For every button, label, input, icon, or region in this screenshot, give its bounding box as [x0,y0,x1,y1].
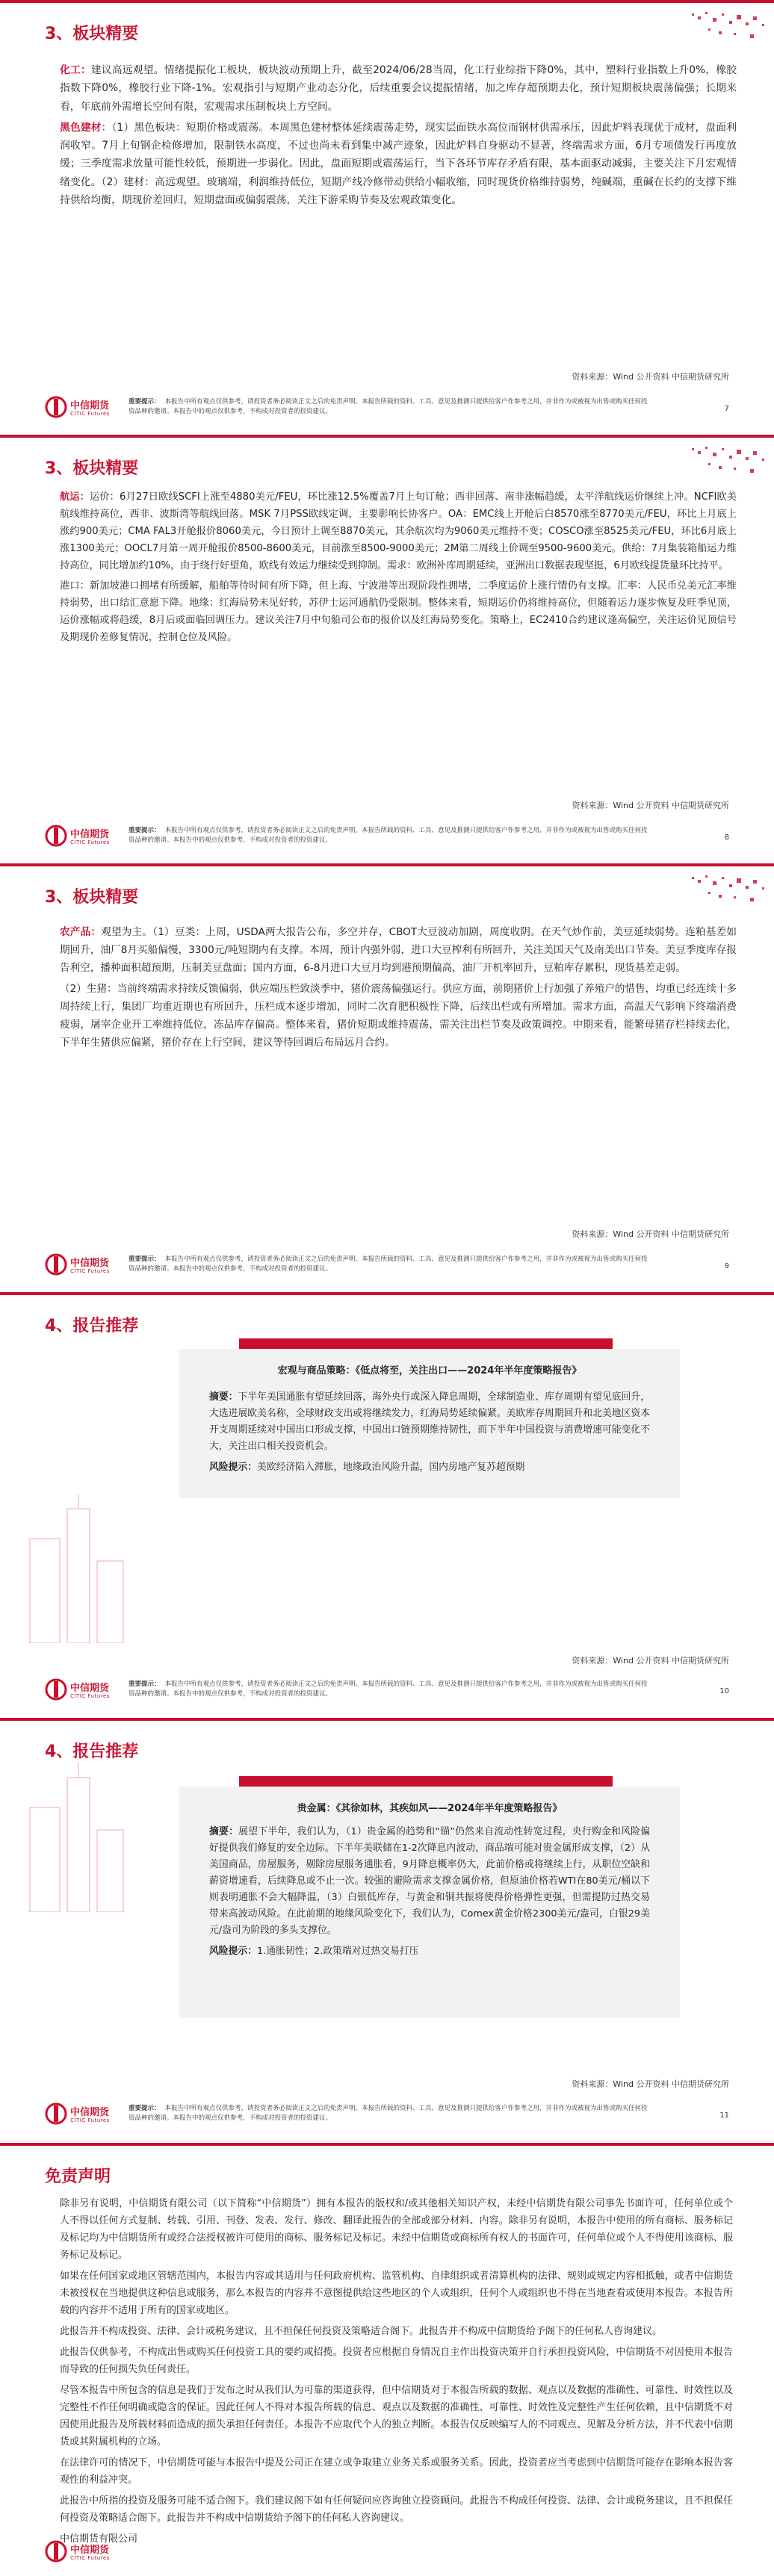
paragraph [209,1824,650,1939]
paragraph [60,577,737,646]
disclaimer-item: 除非另有说明，中信期货有限公司（以下简称“中信期货”）拥有本报告的版权和/或其他相关知识产权，未经中信期货有限公司事先书面许可，任何单位或个人不得以任何方式复制、转载、引用、刊登、发表、发行、修改、翻译此报告的全部或部分材料、内容。除非另有说明，本报告中使用的所有商标、服务标记及标记均为中信期货所有或经合法授权被许可使用的商标、服务标记及标记。未经中信期货或商标所有权人的书面许可，任何单位或个人不得使用该商标、服务标记及标记。 [60,2198,733,2261]
company-name-cn: 中信期货 [70,1683,110,1694]
page-11 [0,1718,774,2143]
disclaimer-text: 本报告中所有观点仅供参考，请投资者务必阅读正文之后的免责声明。本报告所载的资料、工具、意见及推测只提供给客户作参考之用，并非作为或被视为出售或购买任何投资品种的邀请。本报告中的观点仅供参考，不构成对投资者的投资建议。 [129,827,648,844]
paragraph-text: 港口：新加坡港口拥堵有所缓解，船舶等待时间有所下降，但上海、宁波港等出现阶段性拥堵，二季度运价上涨行情仍有支撑。汇率：人民币兑美元汇率维持弱势，出口结汇意愿下降。地缘：红海局势未见好转，苏伊士运河通航仍受限制。整体来看，短期运价仍将维持高位，但随着运力逐步恢复及旺季见顶，运价涨幅或将趋缓，8月后或面临回调压力。建议关注7月中旬船司公布的报价以及红海局势变化。策略上，EC2410合约建议逢高偏空，关注运价见顶信号及期现价差修复情况，控制仓位及风险。 [60,580,737,643]
company-logo [45,2537,127,2570]
footer [0,2094,774,2138]
section-heading: 3、板块精要 [45,888,139,907]
disclaimer-text: 本报告中所有观点仅供参考，请投资者务必阅读正文之后的免责声明。本报告所载的资料、工具、意见及推测只提供给客户作参考之用，并非作为或被视为出售或购买任何投资品种的邀请。本报告中的观点仅供参考，不构成对投资者的投资建议。 [129,1680,648,1698]
top-accent-bar [0,2143,774,2146]
report-recommendation-box [179,1787,680,2018]
disclaimer-item: 此报告中所指的投资及服务可能不适合阁下。我们建议阁下如有任何疑问应咨询独立投资顾问。此报告不构成任何投资、法律、会计或税务建议，且不担保任何投资及策略适合阁下。此报告并不构成中信期货给予阁下的任何私人咨询建议。 [60,2495,733,2524]
section-heading: 免责声明 [45,2167,111,2186]
citic-logo-icon [45,1253,67,1276]
summary-label: 摘要： [209,1391,238,1403]
paragraph [60,488,737,574]
keyword-label: 黑色建材 [60,121,102,134]
keyword-label: 化工： [60,64,91,76]
report-title: 宏观与商品策略：《低点将至，关注出口——2024年半年度策略报告》 [277,1365,582,1377]
disclaimer-item: 尽管本报告中所包含的信息是我们于发布之时从我们认为可靠的渠道获得，但中信期货对于本报告所载的数据、观点以及数据的准确性、可靠性、时效性以及完整性不作任何明确或隐含的保证。因此任何人不得对本报告所载的信息、观点以及数据的准确性、可靠性、时效性及完整性产生任何依赖，且中信期货不对因使用此报告及所载材料而造成的损失承担任何责任。本报告不应取代个人的独立判断。本报告仅反映编写人的不同观点、见解及分析方法，并不代表中信期货或其附属机构的立场。 [60,2385,733,2448]
top-accent-bar [0,0,774,3]
content-body [60,61,737,212]
citic-logo-icon [45,825,67,847]
section-heading: 4、报告推荐 [45,1317,139,1335]
company-name-cn: 中信期货 [70,2107,110,2118]
company-name-en: CITIC Futures [70,2117,110,2123]
summary-text: 下半年美国通胀有望延续回落，海外央行或深入降息周期，全球制造业、库存周期有望见底回升，大选进展欧美名称，全球财政支出或将继续发力，红海局势延续偏紧。美欧库存周期回升和北美地区资本开支周期延续对中国出口形成支撑，中国出口链预期维持韧性，而下半年中国投资与消费增速可能变化不大，关注出口相关投资机会。 [209,1391,651,1452]
page-12-disclaimer [0,2143,774,2572]
citic-logo-icon [45,2540,67,2563]
paragraph-text: 运价：6月27日欧线SCFI上涨至4880美元/FEU，环比涨12.5%覆盖7月上旬订舱；西非回落、南非涨幅趋缓，太平洋航线运价继续上冲。NCFI欧美航线维持高位，西非、波斯湾等航线回落。MSK 7月PSS欧线定调，主要影响长协客户。OA：EMC线上开舱后白8570涨至8770美元/FEU，环比上月底上涨约900美元；CMA FAL3开舱报价8060美元，今日预计上调至8870美元，其余航次均为9060美元维持不变；COSCO涨至8525美元/FEU，环比6月底上涨1300美元；OOCL7月第一周开舱报价8500-8600美元，目前涨至8500-9000美元；2M第二周线上价调至9500-9600美元。供给：7月集装箱船运力维持高位，同比增加约10%，由于绕行好望角，欧线有效运力继续受到抑制。需求：欧洲补库周期延续，亚洲出口数据表现坚挺，6月欧线提货量环比持平。 [60,491,737,571]
risk-text: 1.通胀韧性；2.政策端对过热交易打压 [256,1946,419,1957]
citic-logo-icon [45,396,67,418]
red-banner [239,1338,613,1349]
footer [0,2531,774,2576]
company-name-en: CITIC Futures [70,411,110,417]
corner-decoration-icon [662,441,774,493]
keyword-label: 农产品： [60,926,102,938]
page-7 [0,0,774,435]
company-name-cn: 中信期货 [70,829,110,840]
company-name-en: CITIC Futures [70,1693,110,1699]
report-recommendation-box [179,1349,680,1498]
footer [0,1669,774,1714]
disclaimer-label: 重要提示： [129,2105,161,2112]
page-10 [0,1292,774,1718]
company-name-en: CITIC Futures [70,839,110,845]
report-summary [209,1389,650,1480]
top-accent-bar [0,435,774,438]
page-8 [0,435,774,863]
risk-label: 风险提示： [209,1946,257,1957]
disclaimer-text: 本报告中所有观点仅供参考，请投资者务必阅读正文之后的免责声明。本报告所载的资料、工具、意见及推测只提供给客户作参考之用，并非作为或被视为出售或购买任何投资品种的邀请。本报告中的观点仅供参考，不构成对投资者的投资建议。 [129,1256,648,1273]
page-number: 7 [724,405,729,413]
summary-text: 展望下半年，我们认为，（1）贵金属的趋势和“锚”仍然来自流动性转宽过程，央行购金和风险偏好提供我们修复的安全边际。下半年美联储在1-2次降息内波动，商品端可能对贵金属形成支撑，（2）从美国商品，房屋服务，剔除房屋服务通胀看，9月降息概率仍大，此前价格或将继续上行，从职位空缺和薪资增速看，后续降息或不止一次。较强的避险需求支撑金属价格，但原油价格若WTI在80美元/桶以下则表明通胀不会大幅降温，（3）白银低库存，与黄金和铜共振将使得价格弹性更强，但需提防过热交易带来高波动风险。在此前期的地缘风险变化下，我们认为，Comex黄金价格2300美元/盎司，白银29美元/盎司为阶段的多头支撑位。 [209,1826,650,1936]
section-heading: 3、板块精要 [45,459,139,478]
page-number: 8 [724,834,729,842]
paragraph-text: 观望为主。（1）豆类：上周，USDA两大报告公布，多空并存，CBOT大豆波动加剧，周度收阴。在天气炒作前，美豆延续弱势。连粕基差如期回升，油厂8月买船偏慢，3300元/吨短期内有支撑。本周，预计内强外弱，进口大豆榨利有所回升，关注美国天气及南美出口节奏。美豆季度库存报告利空，播种面积超预期，压制美豆盘面；国内方面，6-8月进口大豆月均到港预期偏高，油厂开机率回升，豆粕库存累积，现货基差走弱。 [60,926,737,974]
footer-disclaimer [129,826,651,845]
citic-logo-icon [45,1678,67,1701]
paragraph-text: 建议高远观望。情绪提振化工板块，板块波动预期上升，截至2024/06/28当周，化工行业综指下降0%，其中，塑料行业指数上升0%，橡胶指数下降0%，橡胶行业下降-1%。宏观指引与短期产业动态分化，后续重要会议提振情绪，加之库存超预期去化，预计短期板块震荡偏强；长期来看，年底前外需增长空间有限，宏观需求压制板块上方空间。 [60,64,737,113]
red-banner [239,1776,613,1787]
page-9 [0,863,774,1292]
disclaimer-label: 重要提示： [129,827,161,834]
footer-disclaimer [129,1680,651,1699]
building-decoration-icon [15,1494,134,1643]
summary-label: 摘要： [209,1826,239,1837]
disclaimer-item: 在法律许可的情况下，中信期货可能与本报告中提及公司正在建立或争取建立业务关系或服务关系。因此，投资者应当考虑到中信期货可能存在影响本报告客观性的利益冲突。 [60,2457,733,2486]
disclaimer-text: 本报告中所有观点仅供参考，请投资者务必阅读正文之后的免责声明。本报告所载的资料、工具、意见及推测只提供给客户作参考之用，并非作为或被视为出售或购买任何投资品种的邀请。本报告中的观点仅供参考，不构成对投资者的投资建议。 [129,398,648,415]
disclaimer-item: 中信期货有限公司 [60,2533,138,2545]
company-name-cn: 中信期货 [70,400,110,412]
disclaimer-item: 如果在任何国家或地区管辖范围内，本报告内容或其适用与任何政府机构、监管机构、自律组织或者清算机构的法律、规则或规定内容相抵触，或者中信期货未被授权在当地提供这种信息或服务，那么本报告的内容并不意图提供给这些地区的个人或组织，任何个人或组织也不得在当地查看或使用本报告。本报告所载的内容并不适用于所有的国家或地区。 [60,2271,733,2316]
company-logo [45,2099,127,2132]
company-name-en: CITIC Futures [70,2555,110,2561]
paragraph [60,61,737,116]
company-name-en: CITIC Futures [70,1268,110,1274]
paragraph-text: ：（1）黑色板块：短期价格或震荡。本周黑色建材整体延续震荡走势，现实层面铁水高位而钢材供需承压，因此炉料表现优于成材，盘面利润收窄。7月上旬钢企检修增加，限制铁水高度，不过也尚未看到集中减产迹象，因此炉料自身驱动不显著，终端需求方面，6月专项债发行再度放缓；三季度需求放量可能性较低，预期进一步弱化。因此，盘面短期或震荡运行，当下各环节库存矛盾有限，基本面驱动减弱，主要关注下月宏观情绪变化。（2）建材：高远观望。玻璃端，利润维持低位，短期产线冷修带动供给小幅收缩，同时现货价格维持弱势，纯碱端，重碱在长约的支撑下维持供给均衡，期现价差回归，短期盘面或偏弱震荡，关注下游采购节奏及宏观政策变化。 [60,121,737,207]
disclaimer-text: 本报告中所有观点仅供参考，请投资者务必阅读正文之后的免责声明。本报告所载的资料、工具、意见及推测只提供给客户作参考之用，并非作为或被视为出售或购买任何投资品种的邀请。本报告中的观点仅供参考，不构成对投资者的投资建议。 [129,2105,648,2122]
disclaimer-label: 重要提示： [129,1256,161,1263]
paragraph [209,1943,650,1960]
top-accent-bar [0,1292,774,1295]
disclaimer-item: 此报告并不构成投资、法律、会计或税务建议，且不担保任何投资及策略适合阁下。此报告并不构成中信期货给予阁下的任何私人咨询建议。 [60,2326,663,2337]
paragraph [60,923,737,977]
footer [0,1244,774,1289]
disclaimer-body [60,2195,733,2551]
company-name-cn: 中信期货 [70,2545,110,2556]
source-note: 资料来源：Wind 公开资料 中信期货研究所 [572,372,729,382]
footer [0,816,774,860]
company-logo [45,393,127,426]
keyword-label: 航运： [60,491,90,503]
report-summary [209,1824,650,1964]
page-number: 10 [719,1687,729,1695]
paragraph [60,119,737,209]
company-logo [45,1250,127,1283]
content-body [60,488,737,649]
paragraph [60,980,737,1052]
footer-disclaimer [129,397,651,417]
footer-disclaimer [129,1255,651,1274]
top-accent-bar [0,863,774,866]
paragraph-text: （2）生猪：当前终端需求持续反馈偏弱，供应端压栏致淡季中，猪价震荡偏强运行。供应方面，前期猪价上行加强了养殖户的惜售，均重已经连续十多周持续上行，集团厂均重近期也有所回升，压栏成本逐步增加，同时二次育肥积极性下降，后续出栏或有所增加。需求方面，高温天气影响下终端消费疲弱，屠宰企业开工率维持低位，冻品库存偏高。整体来看，猪价短期或维持震荡，需关注出栏节奏及政策调控。中期来看，能繁母猪存栏持续去化，下半年生猪供应偏紧，猪价存在上行空间，建议等待回调后布局远月合约。 [60,983,737,1049]
source-note: 资料来源：Wind 公开资料 中信期货研究所 [572,2079,729,2089]
footer [0,387,774,432]
source-note: 资料来源：Wind 公开资料 中信期货研究所 [572,801,729,810]
paragraph [209,1389,650,1455]
corner-decoration-icon [662,6,774,58]
company-logo [45,822,127,854]
citic-logo-icon [45,2102,67,2125]
page-number: 9 [724,1262,729,1270]
page-number: 11 [719,2111,729,2120]
section-heading: 3、板块精要 [45,25,139,43]
section-heading: 4、报告推荐 [45,1742,139,1761]
company-logo [45,1675,127,1708]
report-title: 贵金属：《其徐如林，其疾如风——2024年半年度策略报告》 [297,1803,563,1814]
risk-text: 美欧经济陷入滞胀，地缘政治风险升温，国内房地产复苏超预期 [256,1462,525,1473]
company-name-cn: 中信期货 [70,1258,110,1269]
source-note: 资料来源：Wind 公开资料 中信期货研究所 [572,1656,729,1666]
disclaimer-label: 重要提示： [129,1680,161,1688]
content-body [60,923,737,1055]
footer-disclaimer [129,2104,651,2123]
top-accent-bar [0,1718,774,1721]
disclaimer-label: 重要提示： [129,398,161,406]
building-decoration-icon [15,1763,134,1912]
disclaimer-item: 此报告仅供参考，不构成出售或购买任何投资工具的要约或招揽。投资者应根据自身情况自主作出投资决策并自行承担投资风险，中信期货不对因使用本报告而导致的任何损失负任何责任。 [60,2347,733,2375]
corner-decoration-icon [662,869,774,922]
risk-label: 风险提示： [209,1462,257,1473]
source-note: 资料来源：Wind 公开资料 中信期货研究所 [572,1229,729,1239]
paragraph [209,1459,650,1476]
